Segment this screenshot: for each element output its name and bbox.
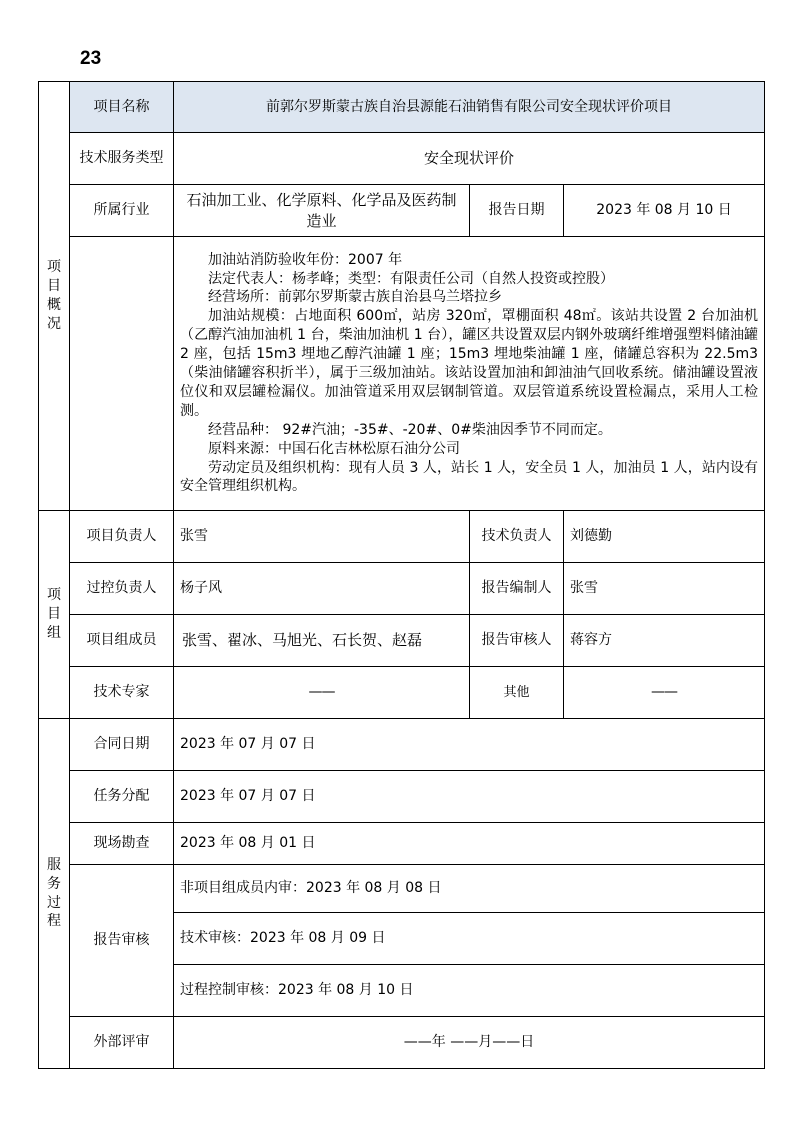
tech-expert-value: —— [174,667,470,719]
overview-paragraph: 加油站规模：占地面积 600㎡，站房 320㎡，罩棚面积 48㎡。该站共设置 2 台加油机（乙醇汽油加油机 1 台，柴油加油机 1 台），罐区共设置双层内钢外玻璃纤维增强塑料储油罐 2 座，包括 15m3 埋地乙醇汽油罐 1 座；15m3 埋地柴油罐 1 座，储罐总容积为 22.5m3（柴油储罐容积折半），属于三级加油站。该站设置加油和卸油油气回收系统。储油罐设置液位仪和双层罐检漏仪。加油管道采用双层钢制管道。双层管道系统设置检漏点，采用人工检测。 [180,308,759,419]
overview-paragraph: 经营品种： 92#汽油；-35#、-20#、0#柴油因季节不同而定。 [208,421,612,438]
report-date-value: 2023 年 08 月 10 日 [564,185,765,237]
team-section-label: 项 目 组 [39,511,70,719]
overview-paragraph: 经营场所：前郭尔罗斯蒙古族自治县乌兰塔拉乡 [208,289,502,306]
report-date-label: 报告日期 [470,185,564,237]
task-assignment-label: 任务分配 [70,771,174,823]
project-leader-value: 张雪 [174,511,470,563]
other-label: 其他 [470,667,564,719]
project-name-value: 前郭尔罗斯蒙古族自治县源能石油销售有限公司安全现状评价项目 [174,82,765,133]
overview-paragraph: 加油站消防验收年份：2007 年 [208,251,403,268]
overview-section-label: 项 目 概 况 [39,82,70,511]
industry-label: 所属行业 [70,185,174,237]
external-review-value: ——年 ——月——日 [174,1017,765,1069]
project-info-form [38,81,765,1069]
project-name-label: 项目名称 [70,82,174,133]
overview-paragraph: 法定代表人：杨孝峰；类型：有限责任公司（自然人投资或控股） [208,270,614,287]
team-members-label: 项目组成员 [70,615,174,667]
process-leader-value: 杨子风 [174,563,470,615]
industry-value: 石油加工业、化学原料、化学品及医药制造业 [174,185,470,237]
overview-paragraph: 劳动定员及组织机构：现有人员 3 人，站长 1 人，安全员 1 人，加油员 1 人，站内设有安全管理组织机构。 [180,459,759,495]
site-survey-label: 现场勘查 [70,823,174,865]
contract-date-label: 合同日期 [70,719,174,771]
service-type-label: 技术服务类型 [70,133,174,185]
report-writer-value: 张雪 [564,563,765,615]
tech-leader-value: 刘德勤 [564,511,765,563]
overview-paragraph: 原料来源：中国石化吉林松原石油分公司 [208,440,460,457]
external-review-label: 外部评审 [70,1017,174,1069]
report-reviewer-label: 报告审核人 [470,615,564,667]
contract-date-value: 2023 年 07 月 07 日 [174,719,765,771]
process-section-label: 服 务 过 程 [39,719,70,1069]
report-writer-label: 报告编制人 [470,563,564,615]
overview-label-cell [70,237,174,511]
service-type-value: 安全现状评价 [174,133,765,185]
report-review-label: 报告审核 [70,865,174,1017]
process-control-review-value: 过程控制审核：2023 年 08 月 10 日 [174,965,765,1017]
team-members-value: 张雪、翟冰、马旭光、石长贺、赵磊 [174,615,470,667]
report-reviewer-value: 蒋容方 [564,615,765,667]
site-survey-value: 2023 年 08 月 01 日 [174,823,765,865]
other-value: —— [564,667,765,719]
page-number: 23 [80,48,102,69]
process-leader-label: 过控负责人 [70,563,174,615]
overview-text [174,237,765,511]
tech-expert-label: 技术专家 [70,667,174,719]
project-leader-label: 项目负责人 [70,511,174,563]
tech-leader-label: 技术负责人 [470,511,564,563]
task-assignment-value: 2023 年 07 月 07 日 [174,771,765,823]
technical-review-value: 技术审核：2023 年 08 月 09 日 [174,913,765,965]
internal-review-value: 非项目组成员内审：2023 年 08 月 08 日 [174,865,765,913]
